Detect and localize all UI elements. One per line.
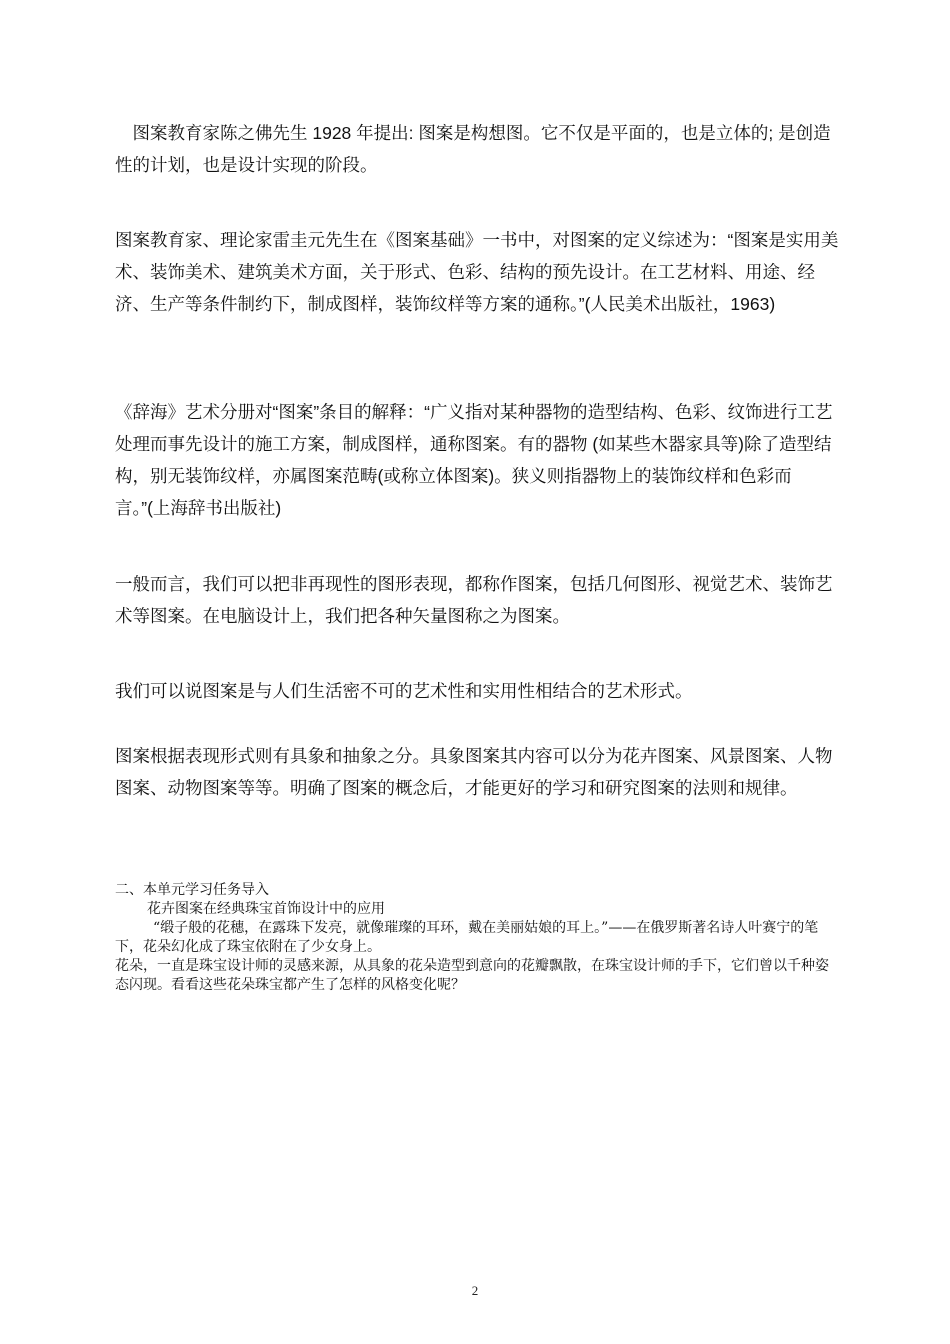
paragraph-art-form: 我们可以说图案是与人们生活密不可的艺术性和实用性相结合的艺术形式。 [115, 681, 693, 701]
section-body: 花朵，一直是珠宝设计师的灵感来源，从具象的花朵造型到意向的花瓣飘散，在珠宝设计师的手下，它们曾以千种姿态闪现。看看这些花朵珠宝都产生了怎样的风格变化呢？ [115, 958, 829, 993]
paragraph-chen-zhifo: 图案教育家陈之佛先生 1928 年提出: 图案是构想图。它不仅是平面的，也是立体的; 是创造性的计划，也是设计实现的阶段。 [115, 123, 831, 175]
page-number: 2 [471, 1283, 479, 1298]
section-heading: 二、本单元学习任务导入 [115, 882, 269, 898]
poem-quote: “缎子般的花穗，在露珠下发亮，就像璀璨的耳环，戴在美丽姑娘的耳上。”——在俄罗斯著名诗人叶赛宁的笔下，花朵幻化成了珠宝依附在了少女身上。 [115, 920, 819, 955]
paragraph-classification: 图案根据表现形式则有具象和抽象之分。具象图案其内容可以分为花卉图案、风景图案、人物图案、动物图案等等。明确了图案的概念后，才能更好的学习和研究图案的法则和规律。 [115, 746, 833, 798]
paragraph-general: 一般而言，我们可以把非再现性的图形表现，都称作图案，包括几何图形、视觉艺术、装饰艺术等图案。在电脑设计上，我们把各种矢量图称之为图案。 [115, 574, 833, 626]
paragraph-lei-guiyuan: 图案教育家、理论家雷圭元先生在《图案基础》一书中，对图案的定义综述为：“图案是实用美术、装饰美术、建筑美术方面，关于形式、色彩、结构的预先设计。在工艺材料、用途、经济、生产等条件制约下，制成图样，装饰纹样等方案的通称。”(人民美术出版社，1963) [115, 230, 839, 314]
section-subheading: 花卉图案在经典珠宝首饰设计中的应用 [147, 901, 385, 917]
paragraph-cihai: 《辞海》艺术分册对“图案”条目的解释：“广义指对某种器物的造型结构、色彩、纹饰进行工艺处理而事先设计的施工方案，制成图样，通称图案。有的器物 (如某些木器家具等)除了造型结构，别无装饰纹样，亦属图案范畴(或称立体图案)。狭义则指器物上的装饰纹样和色彩而言。”(上海辞书出版社) [115, 402, 833, 518]
